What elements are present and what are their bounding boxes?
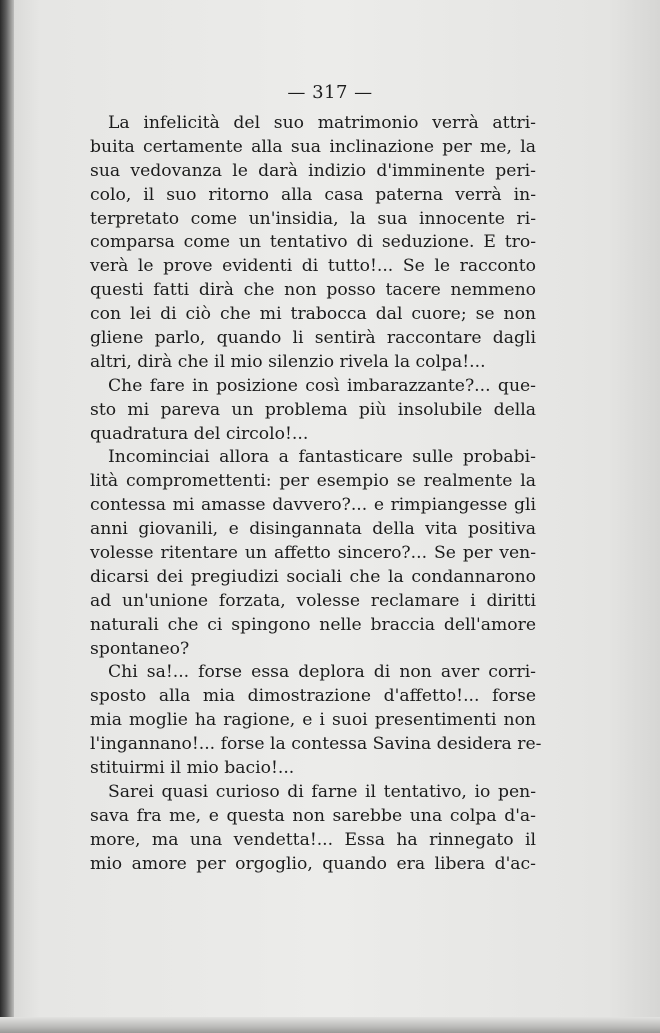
- text-line: colo, il suo ritorno alla casa paterna verrà in-: [90, 184, 536, 205]
- text-line: spontaneo?: [90, 638, 190, 659]
- text-line: naturali che ci spingono nelle braccia dell'amore: [90, 614, 536, 635]
- page-bottom-edge: [0, 1017, 660, 1033]
- text-line: sto mi pareva un problema più insolubile della: [90, 399, 536, 420]
- body-text: [90, 112, 542, 877]
- text-line: volesse ritentare un affetto sincero?... Se per ven-: [90, 543, 536, 564]
- text-line: lità compromettenti: per esempio se realmente la: [90, 471, 536, 492]
- text-line: ad un'unione forzata, volesse reclamare i diritti: [90, 590, 536, 611]
- text-line: buita certamente alla sua inclinazione per me, la: [90, 136, 536, 157]
- text-line: altri, dirà che il mio silenzio rivela la colpa!...: [90, 351, 486, 372]
- page-number: — 317 —: [287, 82, 373, 103]
- text-line: sposto alla mia dimostrazione d'affetto!... forse: [90, 686, 536, 707]
- binding-edge: [0, 0, 14, 1033]
- text-line: terpretato come un'insidia, la sua innocente ri-: [90, 208, 536, 229]
- text-line: Che fare in posizione così imbarazzante?... que-: [108, 375, 536, 396]
- text-line: Incominciai allora a fantasticare sulle probabi-: [108, 447, 536, 468]
- text-line: sava fra me, e questa non sarebbe una colpa d'a-: [90, 805, 536, 826]
- text-line: mio amore per orgoglio, quando era libera d'ac-: [90, 853, 536, 874]
- text-line: anni giovanili, e disingannata della vita positiva: [90, 519, 536, 540]
- text-line: dicarsi dei pregiudizi sociali che la condannarono: [90, 566, 536, 587]
- text-line: sua vedovanza le darà indizio d'imminente peri-: [90, 160, 536, 181]
- text-line: La infelicità del suo matrimonio verrà attri-: [108, 113, 536, 133]
- text-line: quadratura del circolo!...: [90, 423, 309, 444]
- text-line: con lei di ciò che mi trabocca dal cuore; se non: [90, 304, 536, 325]
- text-line: comparsa come un tentativo di seduzione. E tro-: [90, 232, 536, 253]
- text-line: l'ingannano!... forse la contessa Savina desidera re-: [90, 734, 542, 755]
- text-line: contessa mi amasse davvero?... e rimpiangesse gli: [90, 495, 536, 516]
- text-line: more, ma una vendetta!... Essa ha rinnegato il: [90, 829, 536, 850]
- text-line: Sarei quasi curioso di farne il tentativo, io pen-: [108, 781, 536, 802]
- text-line: stituirmi il mio bacio!...: [90, 758, 295, 779]
- text-line: gliene parlo, quando li sentirà raccontare dagli: [90, 328, 536, 349]
- text-line: verà le prove evidenti di tutto!... Se le racconto: [90, 256, 536, 277]
- text-line: Chi sa!... forse essa deplora di non aver corri-: [108, 662, 536, 683]
- text-line: questi fatti dirà che non posso tacere nemmeno: [90, 280, 536, 301]
- text-line: mia moglie ha ragione, e i suoi presentimenti non: [90, 710, 536, 731]
